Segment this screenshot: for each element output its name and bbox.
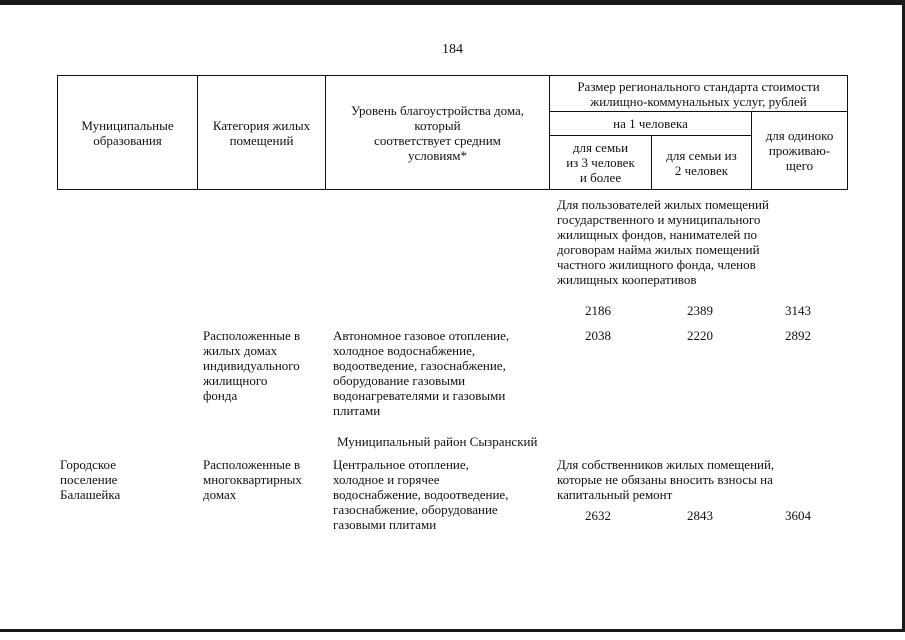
header-per-person: на 1 человека — [550, 112, 752, 136]
header-level: Уровень благоустройства дома, который соответствует средним условиям* — [326, 76, 550, 190]
section1-value-single: 3143 — [785, 303, 811, 318]
header-category: Категория жилых помещений — [198, 76, 326, 190]
header-table — [57, 75, 848, 190]
row-balashejka-level: Центральное отопление, холодное и горячее водоснабжение, водоотведение, газоснабжение, оборудование газовыми плитами — [333, 457, 509, 532]
section1-note: Для пользователей жилых помещений государственного и муниципального жилищных фондов, нанимателей по договорам найма жилых помещений частного жилищного фонда, членов жилищных кооперативов — [557, 197, 769, 287]
row-balashejka-value-single: 3604 — [785, 508, 811, 523]
row-individual-level: Автономное газовое отопление, холодное водоснабжение, водоотведение, газоснабжение, оборудование газовыми водонагревателями и газовыми плитами — [333, 328, 510, 418]
header-family3: для семьи из 3 человек и более — [550, 136, 652, 190]
header-municipal: Муниципальные образования — [58, 76, 198, 190]
row-balashejka-category: Расположенные в многоквартирных домах — [203, 457, 302, 502]
header-standard: Размер регионального стандарта стоимости жилищно-коммунальных услуг, рублей — [550, 76, 848, 112]
row-individual-value-family2: 2220 — [687, 328, 713, 343]
row-balashejka-municipality: Городское поселение Балашейка — [60, 457, 121, 502]
row-individual-value-family3: 2038 — [585, 328, 611, 343]
row-balashejka-value-family2: 2843 — [687, 508, 713, 523]
row-balashejka-note: Для собственников жилых помещений, которые не обязаны вносить взносы на капитальный ремонт — [557, 457, 775, 502]
header-single: для одиноко проживаю- щего — [752, 112, 848, 190]
section1-value-family3: 2186 — [585, 303, 611, 318]
row-individual-value-single: 2892 — [785, 328, 811, 343]
top-scan-border — [0, 0, 905, 5]
row-balashejka-value-family3: 2632 — [585, 508, 611, 523]
header-family2: для семьи из 2 человек — [652, 136, 752, 190]
row-individual-category: Расположенные в жилых домах индивидуального жилищного фонда — [203, 328, 301, 403]
section1-value-family2: 2389 — [687, 303, 713, 318]
district-heading: Муниципальный район Сызранский — [337, 434, 538, 449]
page-number: 184 — [442, 42, 463, 57]
bottom-scan-border — [0, 629, 905, 632]
